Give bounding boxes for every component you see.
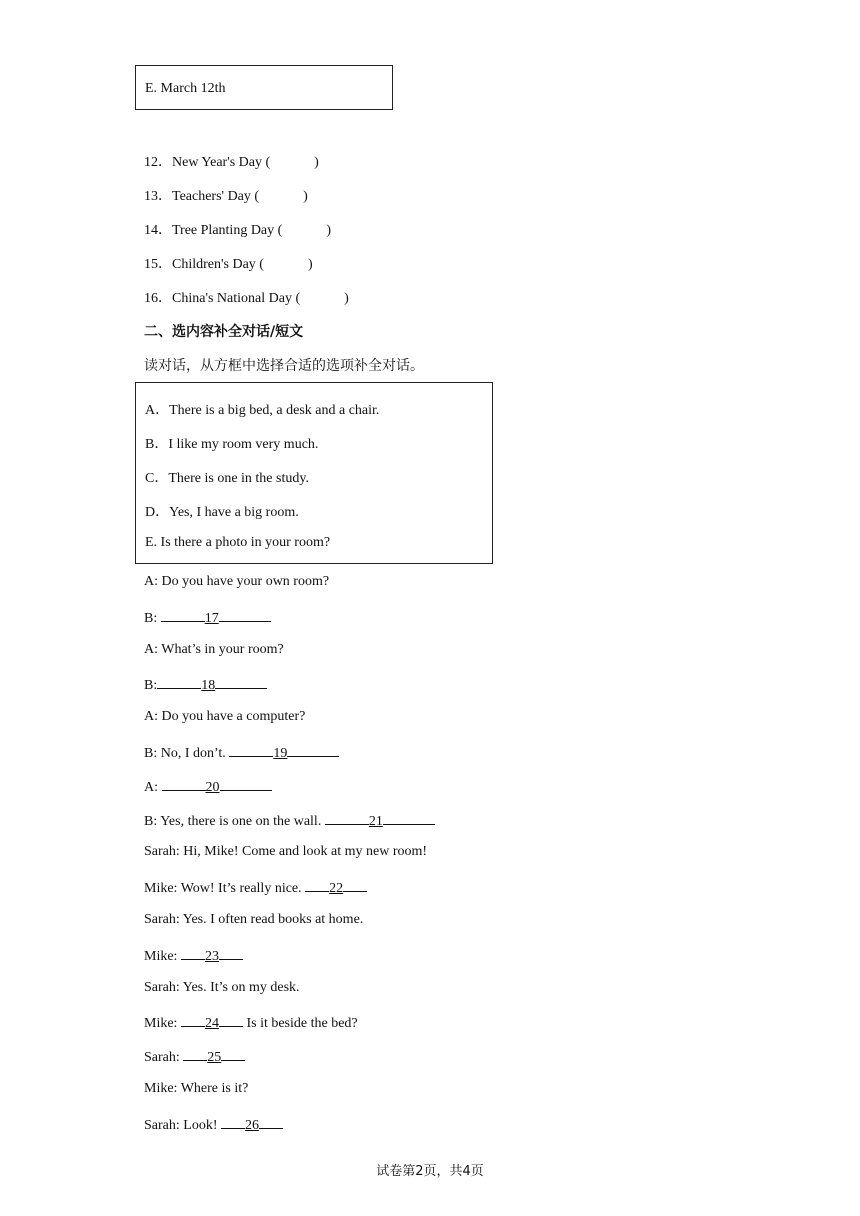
blank-number[interactable]: 26 [244,1118,259,1133]
dialogue-text: A: What’s in your room? [144,642,284,657]
dialogue-text: Sarah: Look! [144,1118,221,1133]
answer-blank-line [181,945,205,960]
blank-number[interactable]: 20 [205,780,220,795]
dialogue-line [144,1080,248,1098]
option-a: A．There is a big bed, a desk and a chair. [145,403,380,418]
dialogue-line [144,674,267,695]
item-text: Tree Planting Day ( [172,223,283,238]
dialogue-text: A: Do you have a computer? [144,709,306,724]
dialogue-text: Mike: [144,1016,181,1031]
option-c: C．There is one in the study. [145,471,309,486]
dialogue-line [144,708,305,726]
item-text: China's National Day ( [172,291,301,306]
answer-blank-line [287,742,339,757]
answer-blank-line [305,877,329,892]
option-d: D．Yes, I have a big room. [145,505,299,520]
close-paren: ) [314,155,319,170]
dialogue-text: B: [144,678,158,693]
item-text: Teachers' Day ( [172,189,260,204]
item-number: 12 [144,155,158,170]
match-item-12: 12．New Year's Day ( ) [144,155,319,170]
option-e: E. Is there a photo in your room? [145,535,331,550]
dialogue-line [144,810,435,831]
answer-blank-line [221,1046,245,1061]
dialogue-text: Sarah: Hi, Mike! Come and look at my new room! [144,844,428,859]
page-footer: 试卷第2页，共4页 [376,1164,484,1179]
answer-blank-line [343,877,367,892]
dialogue-line [144,776,272,797]
dialogue-line [144,573,329,591]
option-b: B．I like my room very much. [145,437,319,452]
dialogue-line [144,1114,283,1135]
answer-blank-line [157,674,201,689]
close-paren: ) [303,189,308,204]
close-paren: ) [307,257,313,272]
dialogue-line [144,843,427,861]
item-text: New Year's Day ( [172,155,271,170]
blank-number[interactable]: 18 [201,678,216,693]
answer-blank-line [219,945,243,960]
answer-blank-line [215,674,267,689]
match-item-13: 13．Teachers' Day ( ) [144,189,308,204]
answer-blank-line [221,1114,245,1129]
dialogue-text: Sarah: [144,1050,184,1065]
options-box [135,382,493,564]
blank-number[interactable]: 25 [207,1050,222,1065]
answer-blank-line [162,776,206,791]
blank-number[interactable]: 19 [273,746,288,761]
option-e-text: E. March 12th [145,81,226,96]
answer-blank-line [220,776,272,791]
answer-blank-line [383,810,435,825]
close-paren: ) [344,291,349,306]
item-number: 14 [144,223,158,238]
answer-blank-line [259,1114,283,1129]
answer-blank-line [181,1012,205,1027]
dialogue-line [144,877,367,898]
dialogue-line [144,1012,358,1033]
dialogue-line [144,911,363,929]
blank-number[interactable]: 21 [368,814,383,829]
dialogue-text: Sarah: Yes. It’s on my desk. [144,980,300,995]
blank-number[interactable]: 23 [204,949,219,964]
dialogue-line [144,945,243,966]
dialogue-text: B: Yes, there is one on the wall. [144,814,325,829]
dialogue-line [144,979,300,997]
dialogue-line [144,641,284,659]
answer-blank-line [219,1012,243,1027]
close-paren: ) [326,223,331,238]
section-instruction: 读对话，从方框中选择合适的选项补全对话。 [144,358,424,374]
blank-number[interactable]: 17 [204,611,219,626]
match-item-15: 15．Children's Day ( ) [144,257,313,272]
dialogue-text: A: Do you have your own room? [144,574,330,589]
dialogue-text-after: Is it beside the bed? [242,1016,358,1031]
blank-number[interactable]: 24 [204,1016,219,1031]
item-number: 13 [144,189,158,204]
dialogue-text: Sarah: Yes. I often read books at home. [144,912,364,927]
options-box-top [135,65,393,110]
dialogue-line [144,1046,245,1067]
section-heading: 二、选内容补全对话/短文 [144,324,304,340]
answer-blank-line [183,1046,207,1061]
answer-blank-line [161,607,205,622]
blank-number[interactable]: 22 [329,881,344,896]
dialogue-text: B: [144,611,161,626]
answer-blank-line [229,742,273,757]
dialogue-text: Mike: Wow! It’s really nice. [144,881,306,896]
dialogue-line [144,742,339,763]
dialogue-text: A: [144,780,162,795]
answer-blank-line [219,607,271,622]
item-text: Children's Day ( [172,257,264,272]
answer-blank-line [325,810,369,825]
dialogue-text: B: No, I don’t. [144,746,230,761]
item-number: 16 [144,291,158,306]
match-item-14: 14．Tree Planting Day ( ) [144,223,331,238]
dialogue-line [144,607,271,628]
dialogue-text: Mike: Where is it? [144,1081,249,1096]
item-number: 15 [144,257,158,272]
dialogue-text: Mike: [144,949,181,964]
match-item-16: 16．China's National Day ( ) [144,291,349,306]
